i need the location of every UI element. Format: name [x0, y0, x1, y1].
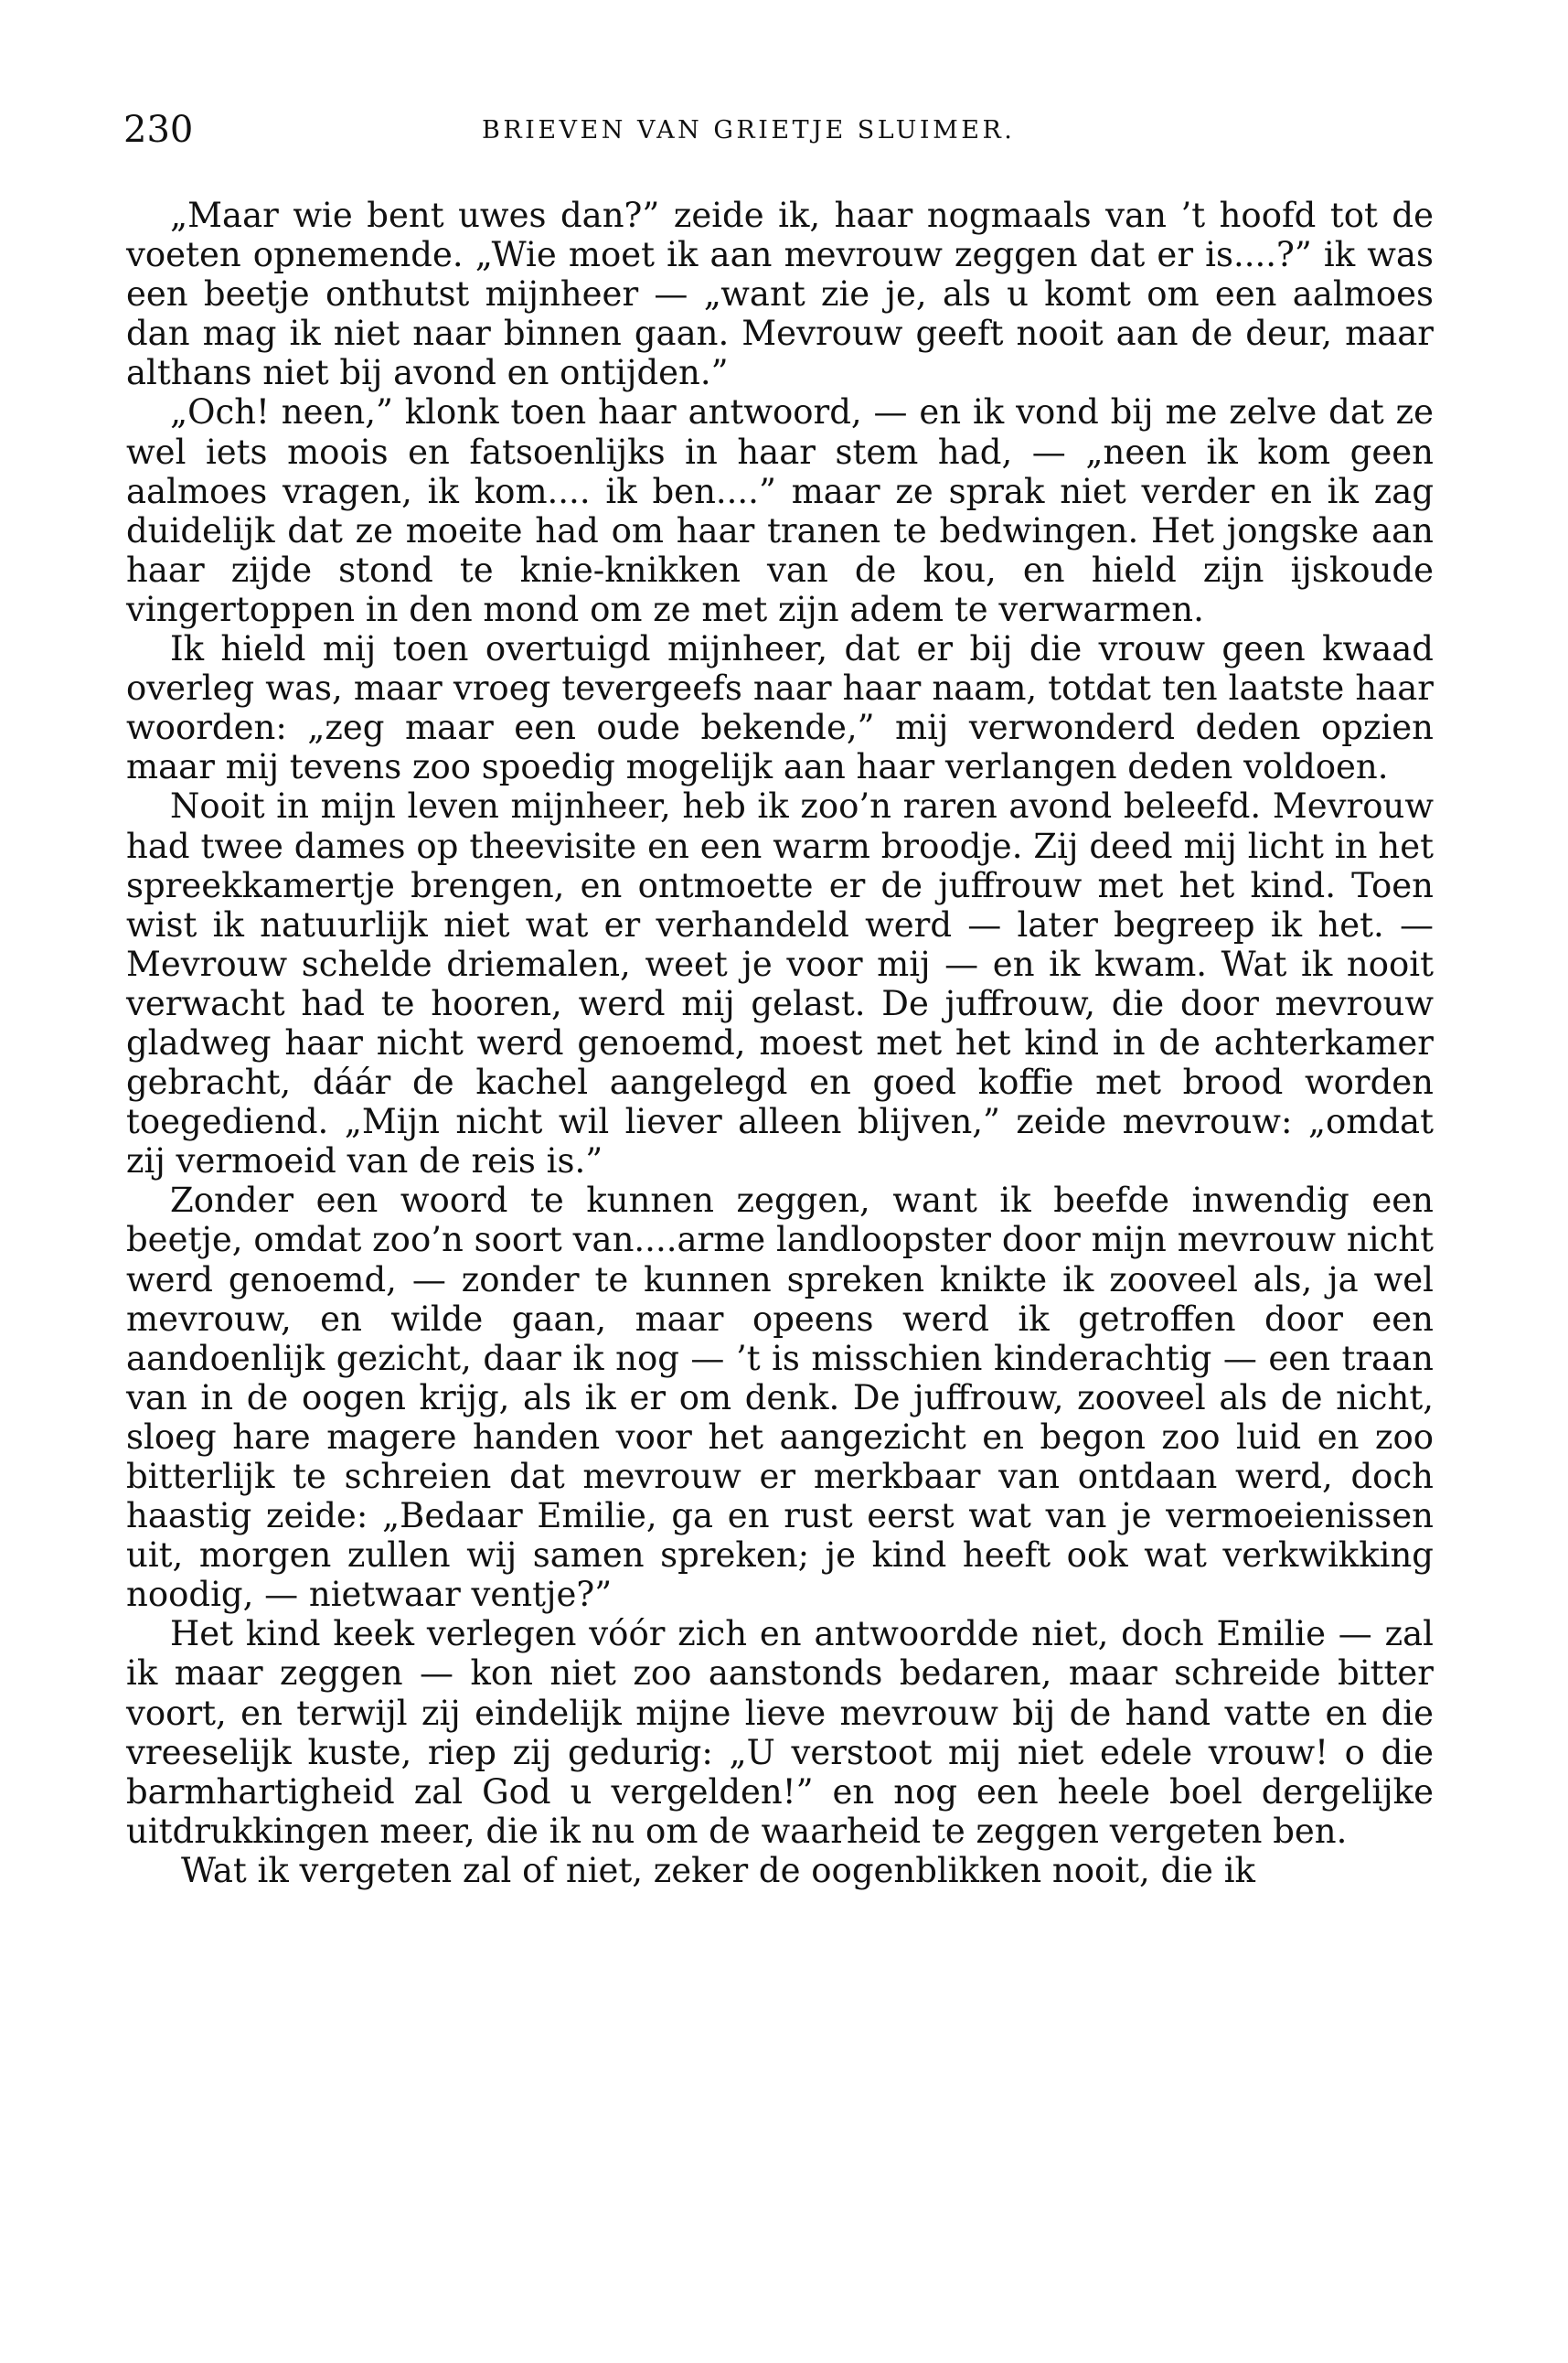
paragraph-3: Ik hield mij toen overtuigd mijnheer, dat er bij die vrouw geen kwaad overleg was, maar vroeg tevergeefs naar haar naam, totdat ten laatste haar woorden: „zeg maar een oude bekende,” mij verwonderd deden opzien maar mij tevens zoo spoedig mogelijk aan haar verlangen deden voldoen.	[126, 629, 1434, 787]
paragraph-2: „Och! neen,” klonk toen haar antwoord, — en ik vond bij me zelve dat ze wel iets moois en fatsoenlijks in haar stem had, — „neen ik kom geen aalmoes vragen, ik kom.... ik ben....” maar ze sprak niet verder en ik zag duidelijk dat ze moeite had om haar tranen te bedwingen. Het jongske aan haar zijde stond te knie-knikken van de kou, en hield zijn ijskoude vingertoppen in den mond om ze met zijn adem te verwarmen.	[126, 392, 1434, 629]
running-title: BRIEVEN VAN GRIETJE SLUIMER.	[482, 116, 1016, 144]
paragraph-5: Zonder een woord te kunnen zeggen, want ik beefde inwendig een beetje, omdat zoo’n soort van....arme landloopster door mijn mevrouw nicht werd genoemd, — zonder te kunnen spreken knikte ik zooveel als, ja wel mevrouw, en wilde gaan, maar opeens werd ik getroffen door een aandoenlijk gezicht, daar ik nog — ’t is misschien kinderachtig — een traan van in de oogen krijg, als ik er om denk. De juffrouw, zooveel als de nicht, sloeg hare magere handen voor het aangezicht en begon zoo luid en zoo bitterlijk te schreien dat mevrouw er merkbaar van ontdaan werd, doch haastig zeide: „Bedaar Emilie, ga en rust eerst wat van je vermoeienissen uit, morgen zullen wij samen spreken; je kind heeft ook wat verkwikking noodig, — nietwaar ventje?”	[126, 1181, 1434, 1615]
text-body	[126, 196, 1434, 1890]
paragraph-7: Wat ik vergeten zal of niet, zeker de oogenblikken nooit, die ik	[181, 1850, 1255, 1890]
paragraph-6: Het kind keek verlegen vóór zich en antwoordde niet, doch Emilie — zal ik maar zeggen — kon niet zoo aanstonds bedaren, maar schreide bitter voort, en terwijl zij eindelijk mijne lieve mevrouw bij de hand vatte en die vreeselijk kuste, riep zij gedurig: „U verstoot mij niet edele vrouw! o die barmhartigheid zal God u vergelden!” en nog een heele boel dergelijke uitdrukkingen meer, die ik nu om de waarheid te zeggen vergeten ben.	[126, 1614, 1434, 1851]
paragraph-1: „Maar wie bent uwes dan?” zeide ik, haar nogmaals van ’t hoofd tot de voeten opnemende. „Wie moet ik aan mevrouw zeggen dat er is....?” ik was een beetje onthutst mijnheer — „want zie je, als u komt om een aalmoes dan mag ik niet naar binnen gaan. Mevrouw geeft nooit aan de deur, maar althans niet bij avond en ontijden.”	[126, 196, 1434, 393]
running-head	[123, 102, 1440, 157]
page-number: 230	[123, 109, 194, 151]
paragraph-4: Nooit in mijn leven mijnheer, heb ik zoo’n raren avond beleefd. Mevrouw had twee dames op theevisite en een warm broodje. Zij deed mij licht in het spreekkamertje brengen, en ontmoette er de juffrouw met het kind. Toen wist ik natuurlijk niet wat er verhandeld werd — later begreep ik het. — Mevrouw schelde driemalen, weet je voor mij — en ik kwam. Wat ik nooit verwacht had te hooren, werd mij gelast. De juffrouw, die door mevrouw gladweg haar nicht werd genoemd, moest met het kind in de achterkamer gebracht, dáár de kachel aangelegd en goed koffie met brood worden toegediend. „Mijn nicht wil liever alleen blijven,” zeide mevrouw: „omdat zij vermoeid van de reis is.”	[126, 786, 1434, 1182]
